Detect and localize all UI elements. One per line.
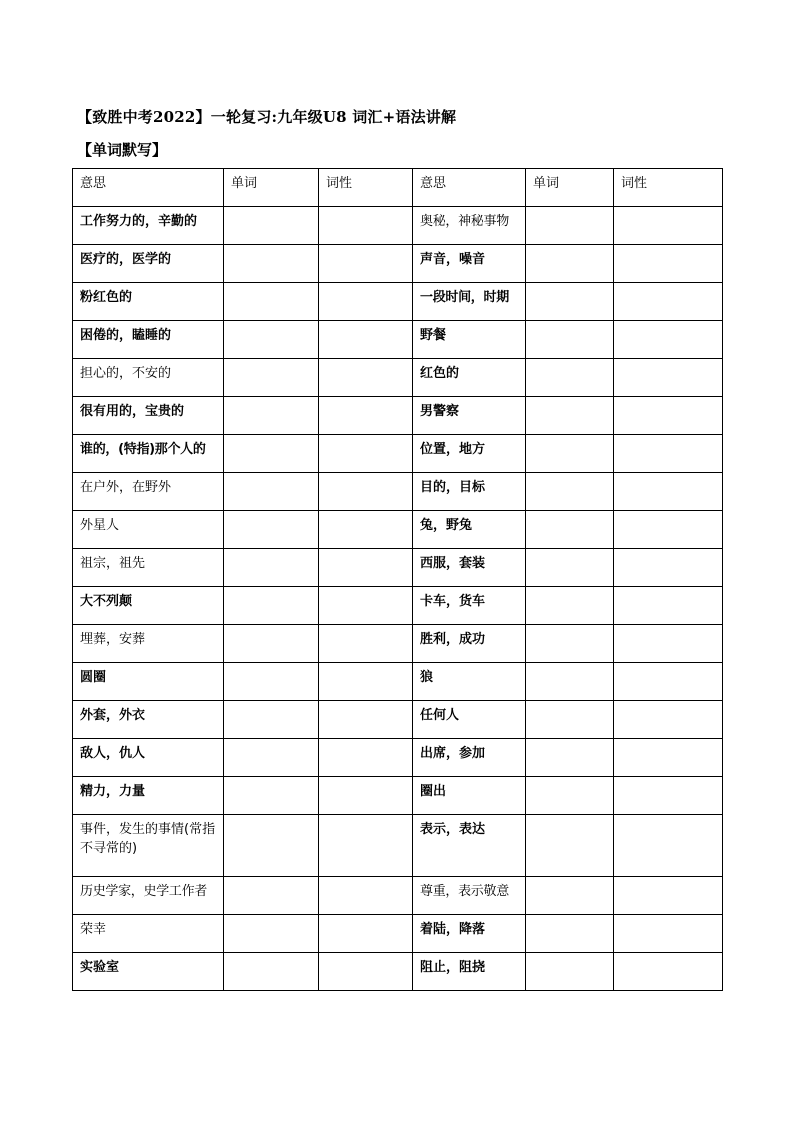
- pos-answer-cell-right[interactable]: [614, 701, 723, 739]
- meaning-cell-right: 兔，野兔: [413, 511, 526, 549]
- pos-answer-cell-right[interactable]: [614, 953, 723, 991]
- table-row: [73, 877, 723, 915]
- pos-answer-cell-right[interactable]: [614, 207, 723, 245]
- table-header-row: [73, 169, 723, 207]
- word-answer-cell-left[interactable]: [224, 245, 319, 283]
- word-answer-cell-left[interactable]: [224, 739, 319, 777]
- meaning-cell-right: 目的，目标: [413, 473, 526, 511]
- word-answer-cell-right[interactable]: [526, 877, 614, 915]
- meaning-cell-left: 粉红色的: [73, 283, 224, 321]
- meaning-cell-left: 敌人，仇人: [73, 739, 224, 777]
- word-answer-cell-right[interactable]: [526, 435, 614, 473]
- meaning-cell-left: 在户外，在野外: [73, 473, 224, 511]
- meaning-cell-left: 精力，力量: [73, 777, 224, 815]
- pos-answer-cell-left[interactable]: [319, 283, 413, 321]
- word-answer-cell-left[interactable]: [224, 587, 319, 625]
- table-row: [73, 245, 723, 283]
- pos-answer-cell-left[interactable]: [319, 245, 413, 283]
- pos-answer-cell-right[interactable]: [614, 777, 723, 815]
- meaning-cell-left: 担心的，不安的: [73, 359, 224, 397]
- word-answer-cell-right[interactable]: [526, 663, 614, 701]
- header-word-left: 单词: [224, 169, 319, 207]
- pos-answer-cell-right[interactable]: [614, 435, 723, 473]
- pos-answer-cell-right[interactable]: [614, 473, 723, 511]
- pos-answer-cell-left[interactable]: [319, 587, 413, 625]
- meaning-cell-right: 阻止，阻挠: [413, 953, 526, 991]
- table-row: [73, 473, 723, 511]
- header-word-right: 单词: [526, 169, 614, 207]
- word-answer-cell-left[interactable]: [224, 953, 319, 991]
- table-row: [73, 739, 723, 777]
- word-answer-cell-right[interactable]: [526, 511, 614, 549]
- table-row: [73, 701, 723, 739]
- table-row: [73, 207, 723, 245]
- word-answer-cell-right[interactable]: [526, 359, 614, 397]
- pos-answer-cell-left[interactable]: [319, 815, 413, 877]
- word-answer-cell-right[interactable]: [526, 283, 614, 321]
- pos-answer-cell-right[interactable]: [614, 321, 723, 359]
- word-answer-cell-right[interactable]: [526, 473, 614, 511]
- pos-answer-cell-right[interactable]: [614, 739, 723, 777]
- table-row: [73, 625, 723, 663]
- word-answer-cell-left[interactable]: [224, 663, 319, 701]
- pos-answer-cell-left[interactable]: [319, 549, 413, 587]
- word-answer-cell-right[interactable]: [526, 625, 614, 663]
- pos-answer-cell-right[interactable]: [614, 877, 723, 915]
- table-row: [73, 549, 723, 587]
- word-answer-cell-left[interactable]: [224, 915, 319, 953]
- word-answer-cell-left[interactable]: [224, 435, 319, 473]
- meaning-cell-left: 外套，外衣: [73, 701, 224, 739]
- pos-answer-cell-left[interactable]: [319, 777, 413, 815]
- word-answer-cell-left[interactable]: [224, 777, 319, 815]
- meaning-cell-right: 任何人: [413, 701, 526, 739]
- word-answer-cell-right[interactable]: [526, 915, 614, 953]
- meaning-cell-left: 圆圈: [73, 663, 224, 701]
- table-row: [73, 359, 723, 397]
- pos-answer-cell-left[interactable]: [319, 321, 413, 359]
- word-answer-cell-left[interactable]: [224, 359, 319, 397]
- table-row: [73, 511, 723, 549]
- document-title: 【致胜中考2022】一轮复习:九年级U8 词汇+语法讲解: [77, 108, 457, 126]
- meaning-cell-right: 一段时间，时期: [413, 283, 526, 321]
- pos-answer-cell-left[interactable]: [319, 397, 413, 435]
- word-answer-cell-right[interactable]: [526, 739, 614, 777]
- word-answer-cell-right[interactable]: [526, 953, 614, 991]
- meaning-cell-right: 野餐: [413, 321, 526, 359]
- meaning-cell-right: 圈出: [413, 777, 526, 815]
- meaning-cell-left: 大不列颠: [73, 587, 224, 625]
- word-answer-cell-left[interactable]: [224, 321, 319, 359]
- meaning-cell-left: 很有用的，宝贵的: [73, 397, 224, 435]
- word-answer-cell-left[interactable]: [224, 549, 319, 587]
- word-answer-cell-right[interactable]: [526, 587, 614, 625]
- pos-answer-cell-left[interactable]: [319, 625, 413, 663]
- meaning-cell-right: 卡车，货车: [413, 587, 526, 625]
- pos-answer-cell-right[interactable]: [614, 587, 723, 625]
- meaning-cell-left: 医疗的，医学的: [73, 245, 224, 283]
- meaning-cell-right: 男警察: [413, 397, 526, 435]
- pos-answer-cell-right[interactable]: [614, 283, 723, 321]
- word-answer-cell-right[interactable]: [526, 777, 614, 815]
- word-answer-cell-left[interactable]: [224, 877, 319, 915]
- header-meaning-left: 意思: [73, 169, 224, 207]
- meaning-cell-right: 红色的: [413, 359, 526, 397]
- meaning-cell-right: 胜利，成功: [413, 625, 526, 663]
- word-answer-cell-right[interactable]: [526, 701, 614, 739]
- meaning-cell-right: 奥秘，神秘事物: [413, 207, 526, 245]
- pos-answer-cell-right[interactable]: [614, 549, 723, 587]
- meaning-cell-right: 表示，表达: [413, 815, 526, 877]
- meaning-cell-left: 困倦的，瞌睡的: [73, 321, 224, 359]
- table-row: [73, 815, 723, 877]
- pos-answer-cell-left[interactable]: [319, 739, 413, 777]
- pos-answer-cell-left[interactable]: [319, 701, 413, 739]
- pos-answer-cell-left[interactable]: [319, 877, 413, 915]
- word-answer-cell-right[interactable]: [526, 321, 614, 359]
- table-row: [73, 397, 723, 435]
- meaning-cell-right: 声音，噪音: [413, 245, 526, 283]
- pos-answer-cell-right[interactable]: [614, 625, 723, 663]
- meaning-cell-left: 历史学家，史学工作者: [73, 877, 224, 915]
- header-pos-left: 词性: [319, 169, 413, 207]
- meaning-cell-right: 狼: [413, 663, 526, 701]
- word-answer-cell-left[interactable]: [224, 625, 319, 663]
- table-row: [73, 777, 723, 815]
- word-answer-cell-right[interactable]: [526, 549, 614, 587]
- word-answer-cell-right[interactable]: [526, 815, 614, 877]
- meaning-cell-right: 出席，参加: [413, 739, 526, 777]
- table-row: [73, 587, 723, 625]
- word-answer-cell-right[interactable]: [526, 397, 614, 435]
- table-row: [73, 953, 723, 991]
- word-answer-cell-left[interactable]: [224, 701, 319, 739]
- table-row: [73, 435, 723, 473]
- pos-answer-cell-right[interactable]: [614, 397, 723, 435]
- pos-answer-cell-left[interactable]: [319, 359, 413, 397]
- pos-answer-cell-right[interactable]: [614, 663, 723, 701]
- pos-answer-cell-left[interactable]: [319, 663, 413, 701]
- pos-answer-cell-left[interactable]: [319, 915, 413, 953]
- word-answer-cell-left[interactable]: [224, 397, 319, 435]
- meaning-cell-right: 着陆，降落: [413, 915, 526, 953]
- table-row: [73, 663, 723, 701]
- table-row: [73, 321, 723, 359]
- word-answer-cell-left[interactable]: [224, 511, 319, 549]
- meaning-cell-left: 荣幸: [73, 915, 224, 953]
- meaning-cell-left: 谁的，(特指)那个人的: [73, 435, 224, 473]
- pos-answer-cell-left[interactable]: [319, 473, 413, 511]
- header-meaning-right: 意思: [413, 169, 526, 207]
- pos-answer-cell-right[interactable]: [614, 359, 723, 397]
- pos-answer-cell-right[interactable]: [614, 245, 723, 283]
- section-heading: 【单词默写】: [77, 141, 168, 159]
- word-answer-cell-right[interactable]: [526, 245, 614, 283]
- pos-answer-cell-left[interactable]: [319, 207, 413, 245]
- table-row: [73, 283, 723, 321]
- meaning-cell-left: 事件，发生的事情(常指不寻常的): [73, 815, 224, 877]
- header-pos-right: 词性: [614, 169, 723, 207]
- word-answer-cell-left[interactable]: [224, 283, 319, 321]
- meaning-cell-left: 实验室: [73, 953, 224, 991]
- word-answer-cell-left[interactable]: [224, 815, 319, 877]
- table-row: [73, 915, 723, 953]
- meaning-cell-left: 外星人: [73, 511, 224, 549]
- meaning-cell-left: 祖宗，祖先: [73, 549, 224, 587]
- vocabulary-table: [72, 168, 723, 991]
- pos-answer-cell-right[interactable]: [614, 915, 723, 953]
- pos-answer-cell-right[interactable]: [614, 511, 723, 549]
- meaning-cell-left: 工作努力的，辛勤的: [73, 207, 224, 245]
- word-answer-cell-right[interactable]: [526, 207, 614, 245]
- pos-answer-cell-left[interactable]: [319, 511, 413, 549]
- meaning-cell-right: 位置，地方: [413, 435, 526, 473]
- meaning-cell-right: 西服，套装: [413, 549, 526, 587]
- pos-answer-cell-left[interactable]: [319, 953, 413, 991]
- word-answer-cell-left[interactable]: [224, 207, 319, 245]
- word-answer-cell-left[interactable]: [224, 473, 319, 511]
- pos-answer-cell-right[interactable]: [614, 815, 723, 877]
- meaning-cell-left: 埋葬，安葬: [73, 625, 224, 663]
- pos-answer-cell-left[interactable]: [319, 435, 413, 473]
- meaning-cell-right: 尊重，表示敬意: [413, 877, 526, 915]
